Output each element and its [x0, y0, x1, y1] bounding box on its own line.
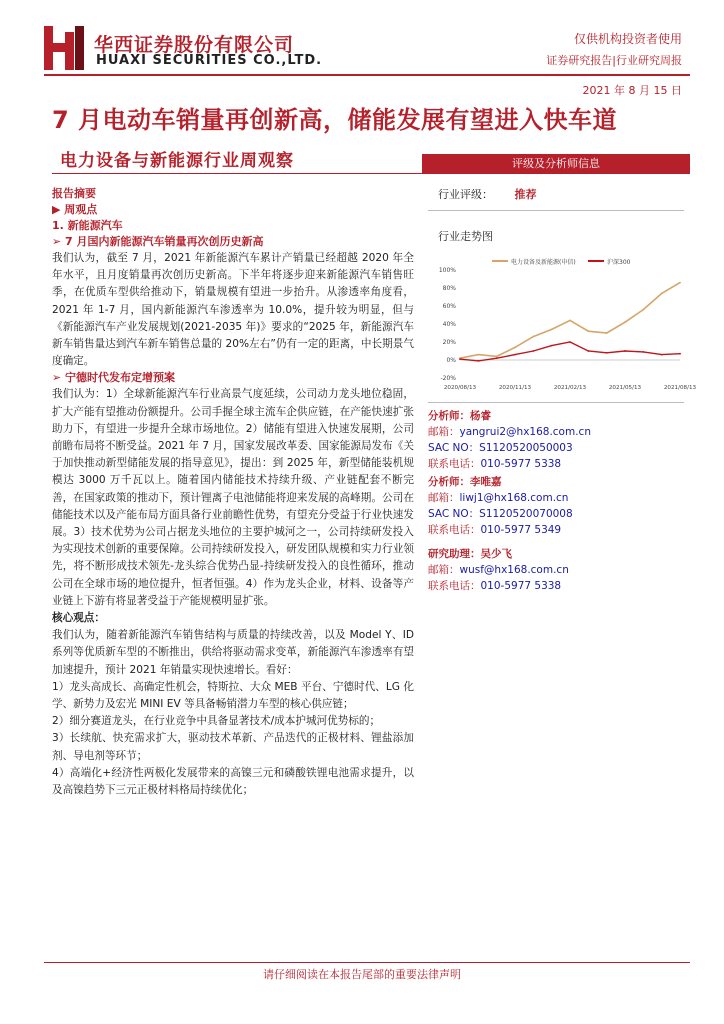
arrow-bullet-icon: ➢	[52, 371, 66, 385]
analyst-tel: 010-5977 5338	[480, 458, 562, 470]
report-title: 7 月电动车销量再创新高，储能发展有望进入快车道	[52, 106, 618, 134]
analyst-name: 分析师：杨睿	[428, 410, 491, 422]
sac-label: SAC NO：	[428, 508, 480, 520]
industry-data-point	[642, 309, 644, 311]
legend-label-industry: 电力设备及新能源(申信)	[511, 259, 576, 266]
email-label: 邮箱：	[428, 492, 460, 504]
industry-data-point	[661, 293, 663, 295]
analyst-tel: 010-5977 5338	[480, 580, 562, 592]
company-name-cn: 华西证券股份有限公司	[94, 34, 295, 56]
paragraph-catl: 我们认为：1）全球新能源汽车行业高景气度延续，公司动力龙头地位稳固，扩大产能有望推动份额提升。公司手握全球主流车企供应链，在产能快速扩张助力下，有望进一步提升全球市场地位。2）储能有望进入快速发展期，公司前瞻布局将不断受益。2021 年 7 月，国家发展改革委、国家能源局发布《关于加快推动新型储能发展的指导意见》，提出：到 2025 年，新型储能装机规模达 3000 万千瓦以上。随着国内储能技术持续升级、产业链配套不断完善，在国家政策的推动下，预计锂离子电池储能将迎来发展的高峰期。公司在储能技术以及产能布局方面具备行业前瞻性优势，有望充分受益于行业快速发展。3）技术优势为公司占据龙头地位的主要护城河之一，公司持续研发投入为实现技术创新的重要保障。公司持续研发投入，研发团队规模和实力行业领先，将不断形成技术领先-龙头综合优势凸显-持续研发投入的良性循环，推动公司在全球市场的地位提升，恒者恒强。4）作为龙头企业，材料、设备等产业链上下游有将显著受益于产能规模明显扩张。	[52, 388, 414, 607]
subsection-catl: ➢ 宁德时代发布定增预案	[52, 371, 176, 385]
core-item-1: 1）龙头高成长、高确定性机会，特斯拉、大众 MEB 平台、宁德时代、LG 化学、新势力及宏光 MINI EV 等具备畅销潜力车型的核心供应链；	[52, 680, 414, 711]
industry-data-point	[569, 320, 571, 322]
hs300-data-point	[477, 360, 479, 362]
tel-label: 联系电话：	[428, 458, 481, 470]
email-label: 邮箱：	[428, 564, 460, 576]
x-tick-label: 2021/05/13	[608, 385, 642, 391]
industry-data-point	[679, 282, 681, 284]
hs300-data-point	[661, 354, 663, 356]
subtitle-divider	[52, 173, 422, 174]
core-item-3: 3）长续航、快充需求扩大，驱动技术革新、产品迭代的正极材料、锂盐添加剂、导电剂等环节；	[52, 732, 414, 762]
y-tick-label: 20%	[442, 339, 456, 346]
industry-data-point	[587, 330, 589, 332]
arrow-bullet-icon: ➢	[52, 235, 66, 248]
hs300-data-point	[642, 351, 644, 353]
report-type: 证券研究报告|行业研究周报	[546, 54, 682, 67]
series-line-hs300	[460, 342, 680, 361]
hs300-data-point	[679, 353, 681, 355]
legend-label-hs300: 沪深300	[607, 259, 631, 266]
industry-data-point	[624, 321, 626, 323]
y-tick-label: 0%	[446, 357, 456, 364]
analyst-email[interactable]: wusf@hx168.com.cn	[459, 564, 569, 576]
report-subtitle: 电力设备与新能源行业周观察	[60, 151, 294, 171]
company-name-en: HUAXI SECURITIES CO.,LTD.	[96, 53, 323, 68]
industry-data-point	[606, 332, 608, 334]
y-tick-label: 100%	[438, 267, 456, 274]
x-tick-label: 2021/02/13	[553, 385, 587, 391]
hs300-data-point	[624, 350, 626, 352]
hs300-data-point	[496, 357, 498, 359]
hs300-data-point	[551, 345, 553, 347]
tel-label: 联系电话：	[428, 524, 481, 536]
legal-notice: 请仔细阅读在本报告尾部的重要法律声明	[263, 968, 461, 981]
analyst-sac: S1120520070008	[479, 508, 573, 520]
core-view-heading: 核心观点：	[52, 612, 105, 625]
header-divider	[44, 74, 690, 76]
y-tick-label: 60%	[442, 303, 456, 310]
industry-data-point	[514, 347, 516, 349]
report-body	[52, 186, 414, 799]
y-tick-label: -20%	[440, 375, 456, 382]
x-tick-label: 2021/08/13	[663, 385, 697, 391]
summary-heading: 报告摘要	[52, 187, 96, 200]
analyst-email[interactable]: liwj1@hx168.com.cn	[459, 492, 569, 504]
tel-label: 联系电话：	[428, 580, 481, 592]
panel-header: 评级及分析师信息	[422, 154, 690, 174]
hs300-data-point	[514, 354, 516, 356]
hs300-data-point	[606, 352, 608, 354]
x-tick-label: 2020/08/13	[443, 385, 477, 391]
industry-data-point	[532, 336, 534, 338]
x-tick-label: 2020/11/13	[498, 385, 532, 391]
y-tick-label: 40%	[442, 321, 456, 328]
hs300-data-point	[587, 350, 589, 352]
email-label: 邮箱：	[428, 426, 460, 438]
huaxi-logo-icon	[44, 26, 84, 70]
company-logo	[44, 26, 84, 70]
audience-note: 仅供机构投资者使用	[573, 32, 682, 46]
analyst-name: 研究助理：吴少飞	[428, 548, 512, 560]
industry-trend-chart	[430, 256, 697, 394]
panel-divider	[428, 210, 684, 211]
weekly-view-heading: ▶ 周观点	[52, 203, 98, 216]
section-ev-heading: 1. 新能源汽车	[52, 219, 123, 232]
rating-label: 行业评级：	[438, 188, 493, 201]
analyst-email[interactable]: yangrui2@hx168.com.cn	[459, 426, 591, 438]
y-tick-label: 80%	[442, 285, 456, 292]
hs300-data-point	[569, 341, 571, 343]
hs300-data-point	[532, 350, 534, 352]
hs300-data-point	[459, 358, 461, 360]
industry-data-point	[477, 354, 479, 356]
triangle-bullet-icon: ▶	[52, 203, 65, 216]
core-item-4: 4）高端化+经济性两极化发展带来的高镍三元和磷酸铁锂电池需求提升，以及高镍趋势下三元正极材料格局持续优化；	[52, 766, 414, 797]
rating-row	[438, 186, 537, 202]
analyst-card-2	[428, 474, 573, 538]
analyst-card-3	[428, 546, 569, 594]
analyst-tel: 010-5977 5349	[480, 524, 562, 536]
trend-chart-title: 行业走势图	[438, 230, 493, 243]
paragraph-ev-sales: 我们认为，截至 7 月，2021 年新能源汽车累计产销量已经超越 2020 年全年水平，且月度销量再次创历史新高。下半年将逐步迎来新能源汽车销售旺季，在优质车型供给推动下，销量规模有望进一步抬升。从渗透率角度看，2021 年 1-7 月，国内新能源汽车渗透率为 10.0%，提升较为明显，但与《新能源汽车产业发展规划(2021-2035 年)》要求的“2025 年，新能源汽车新车销售量达到汽车新车销售总量的 20%左右”仍有一定的距离，中长期景气度确定。	[52, 252, 414, 368]
industry-data-point	[551, 329, 553, 331]
sac-label: SAC NO：	[428, 442, 480, 454]
footer-divider	[44, 962, 690, 963]
paragraph-core-view: 我们认为，随着新能源汽车销售结构与质量的持续改善，以及 Model Y、ID 系列等优质新车型的不断推出，供给将驱动需求变革，新能源汽车渗透率有望加速提升，预计 2021 年销量实现快速增长。看好：	[52, 629, 414, 676]
report-date: 2021 年 8 月 15 日	[582, 84, 682, 97]
industry-data-point	[496, 356, 498, 358]
core-item-2: 2）细分赛道龙头，在行业竞争中具备显著技术/成本护城河优势标的；	[52, 715, 381, 728]
analyst-sac: S1120520050003	[479, 442, 573, 454]
panel-divider-2	[428, 402, 684, 403]
analyst-name: 分析师：李唯嘉	[428, 476, 502, 488]
rating-value: 推荐	[514, 188, 537, 201]
analyst-card-1	[428, 408, 591, 472]
subsection-ev-sales: ➢ 7 月国内新能源汽车销量再次创历史新高	[52, 235, 264, 248]
